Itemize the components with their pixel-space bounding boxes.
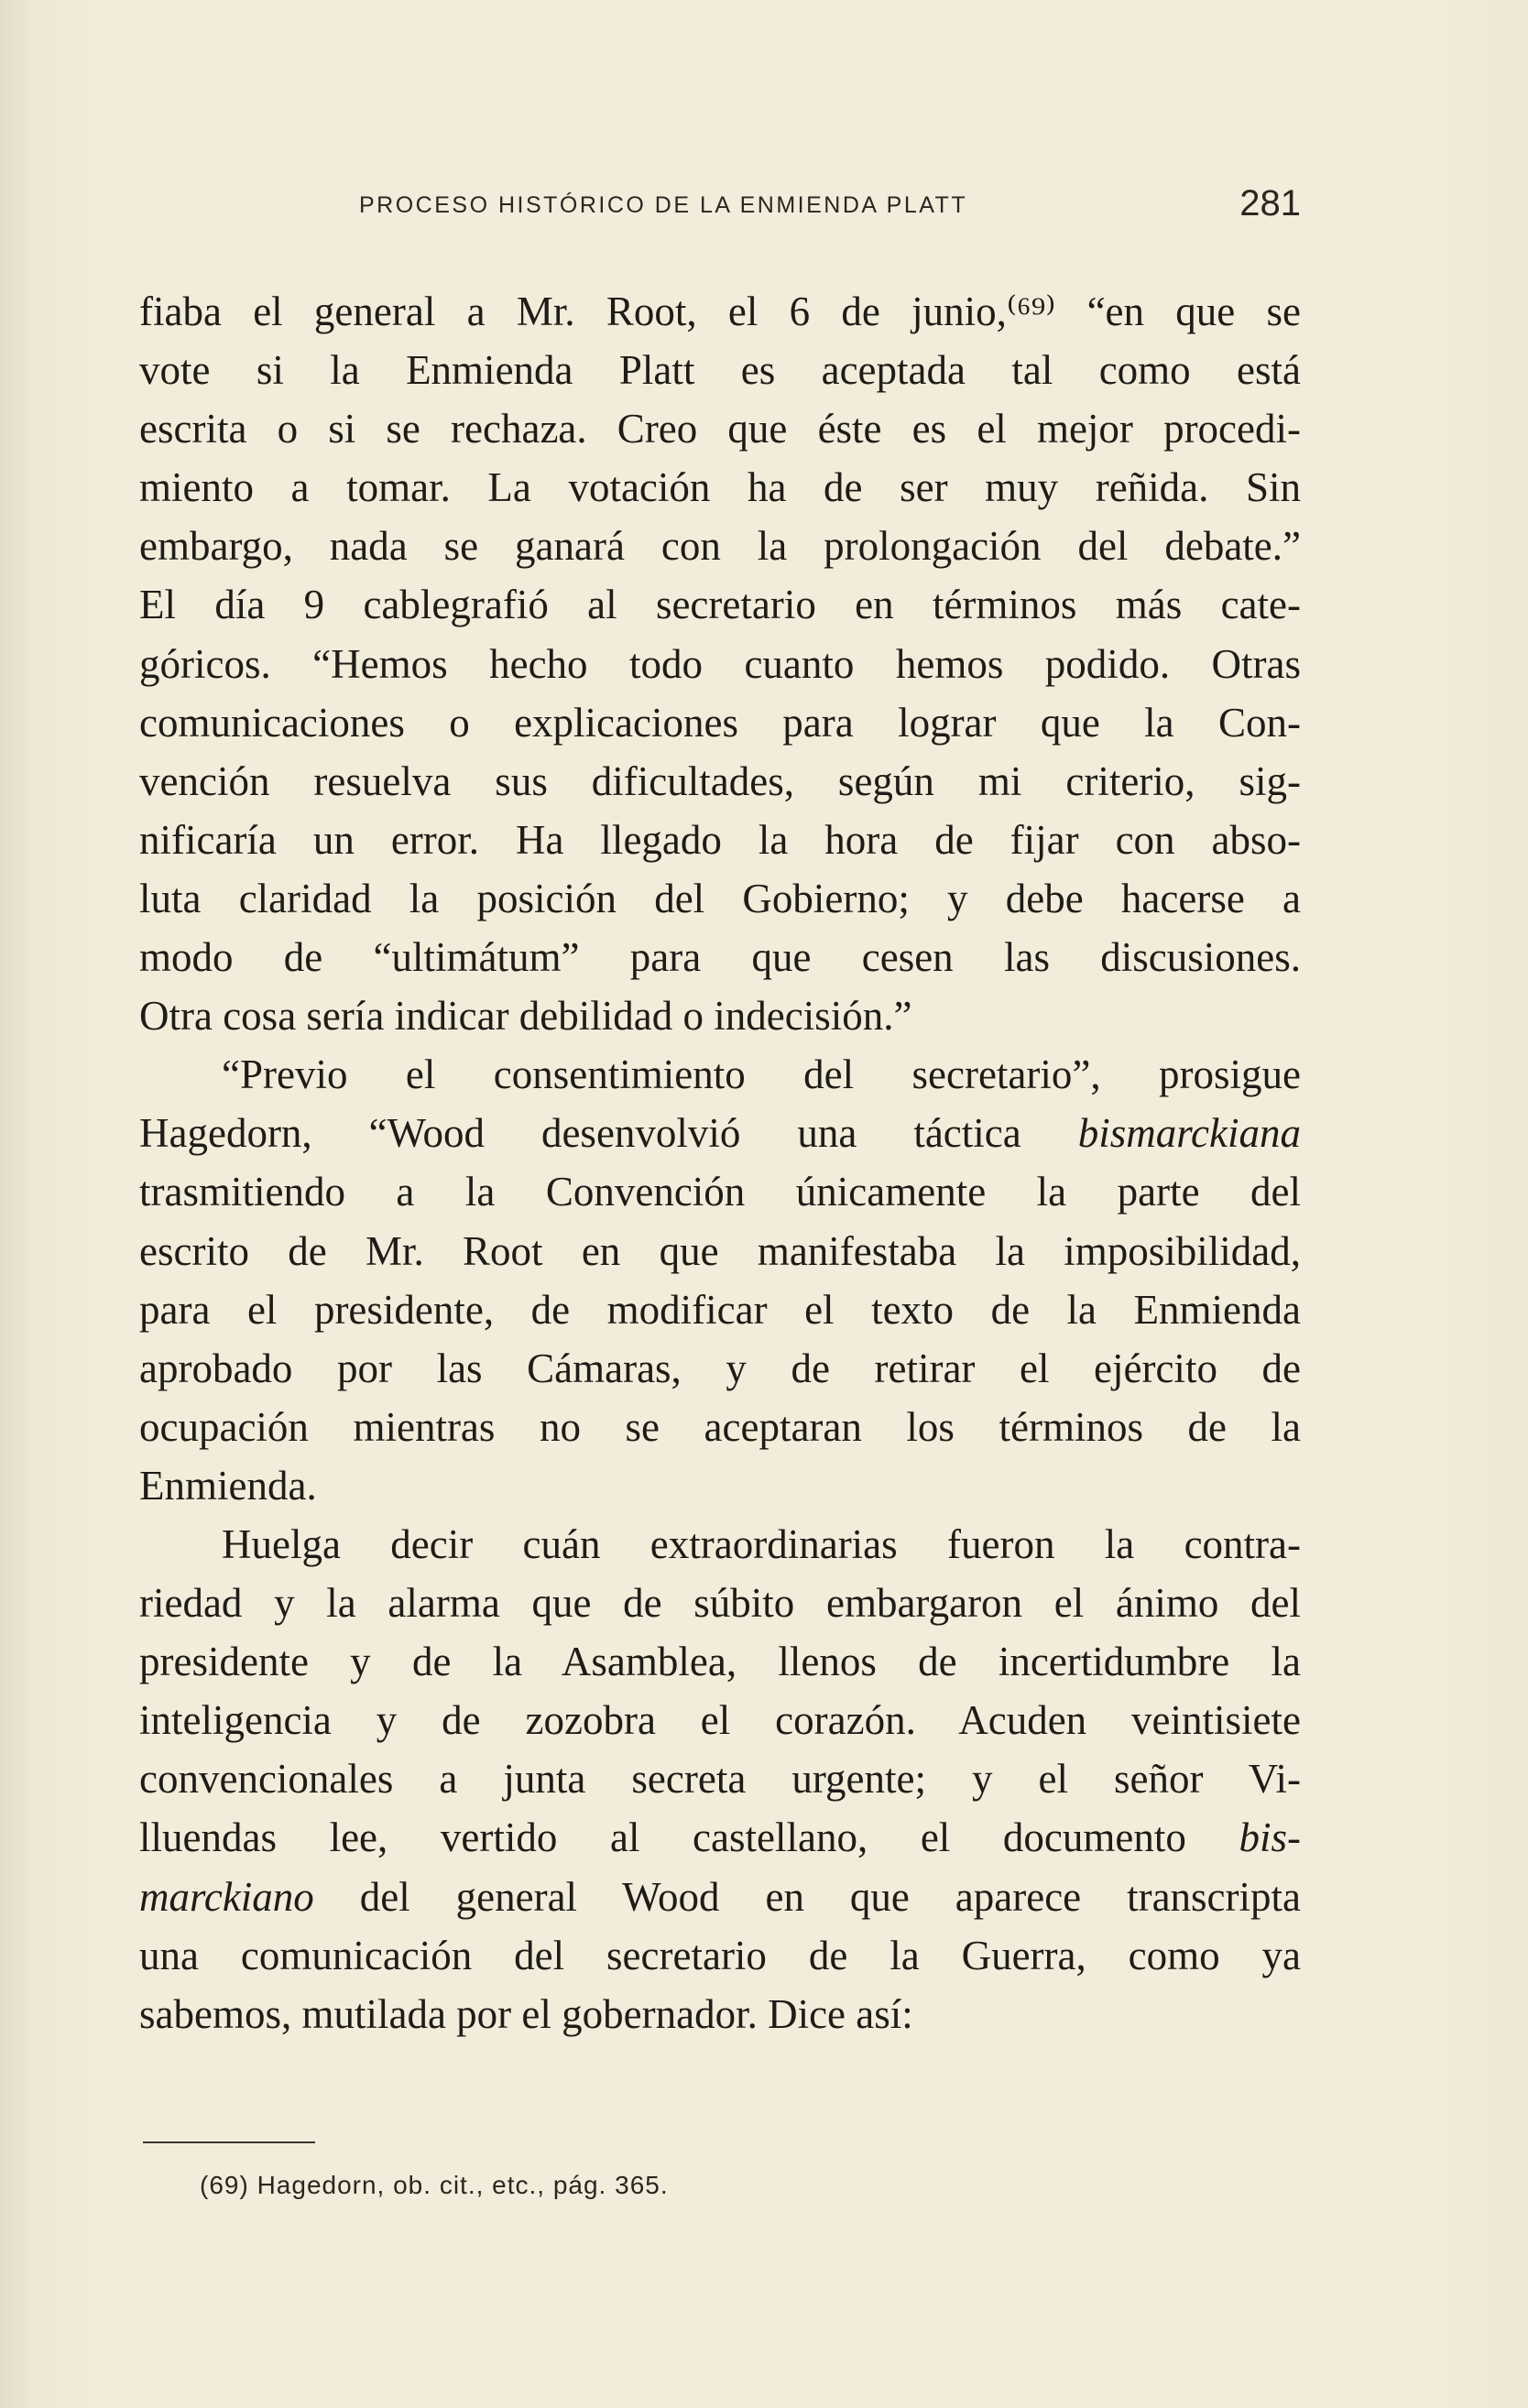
text-line: comunicaciones o explicaciones para lograr que la Con-	[139, 699, 1301, 746]
text-line: Enmienda.	[139, 1462, 317, 1509]
text-line: convencionales a junta secreta urgente; y el señor Vi-	[139, 1756, 1301, 1803]
text-line: modo de “ultimátum” para que cesen las discusiones.	[139, 934, 1301, 981]
text-line: nificaría un error. Ha llegado la hora de fijar con abso-	[139, 816, 1301, 863]
page-header	[139, 183, 1301, 238]
text-line: presidente y de la Asamblea, llenos de incertidumbre la	[139, 1639, 1301, 1685]
text-line: embargo, nada se ganará con la prolongación del debate.”	[139, 523, 1301, 570]
page-number: 281	[1239, 183, 1301, 223]
text-line: Otra cosa sería indicar debilidad o indecisión.”	[139, 993, 912, 1040]
text-line: Hagedorn, “Wood desenvolvió una táctica bismarckiana	[139, 1110, 1301, 1157]
text-line: riedad y la alarma que de súbito embargaron el ánimo del	[139, 1580, 1301, 1627]
text-line: góricos. “Hemos hecho todo cuanto hemos podido. Otras	[139, 640, 1301, 687]
text-line: marckiano del general Wood en que aparece transcripta	[139, 1873, 1301, 1920]
text-line: miento a tomar. La votación ha de ser muy reñida. Sin	[139, 464, 1301, 511]
text-line: lluendas lee, vertido al castellano, el documento bis-	[139, 1814, 1301, 1861]
footnote: (69) Hagedorn, ob. cit., etc., pág. 365.	[200, 2171, 669, 2199]
text-line: trasmitiendo a la Convención únicamente la parte del	[139, 1169, 1301, 1215]
text-line: ocupación mientras no se aceptaran los términos de la	[139, 1403, 1301, 1450]
text-line: aprobado por las Cámaras, y de retirar el ejército de	[139, 1345, 1301, 1391]
body-text	[139, 282, 1301, 2043]
text-line: una comunicación del secretario de la Guerra, como ya	[139, 1932, 1301, 1978]
text-line: El día 9 cablegrafió al secretario en términos más cate-	[139, 582, 1301, 628]
text-line: luta claridad la posición del Gobierno; y debe hacerse a	[139, 875, 1301, 921]
text-line: escrito de Mr. Root en que manifestaba la imposibilidad,	[139, 1227, 1301, 1274]
text-line: vote si la Enmienda Platt es aceptada tal como está	[139, 347, 1301, 394]
text-line: vención resuelva sus dificultades, según mi criterio, sig-	[139, 757, 1301, 804]
text-line: escrita o si se rechaza. Creo que éste es el mejor procedi-	[139, 406, 1301, 452]
text-line: fiaba el general a Mr. Root, el 6 de junio,⁽⁶⁹⁾ “en que se	[139, 289, 1301, 334]
text-line: para el presidente, de modificar el texto de la Enmienda	[139, 1286, 1301, 1333]
footnote-divider	[143, 2141, 315, 2143]
running-title: PROCESO HISTÓRICO DE LA ENMIENDA PLATT	[359, 192, 968, 218]
text-line: inteligencia y de zozobra el corazón. Acuden veintisiete	[139, 1697, 1301, 1744]
text-line: sabemos, mutilada por el gobernador. Dice así:	[139, 1990, 913, 2037]
text-line: “Previo el consentimiento del secretario”, prosigue	[222, 1051, 1301, 1098]
text-line: Huelga decir cuán extraordinarias fueron la contra-	[222, 1520, 1301, 1567]
